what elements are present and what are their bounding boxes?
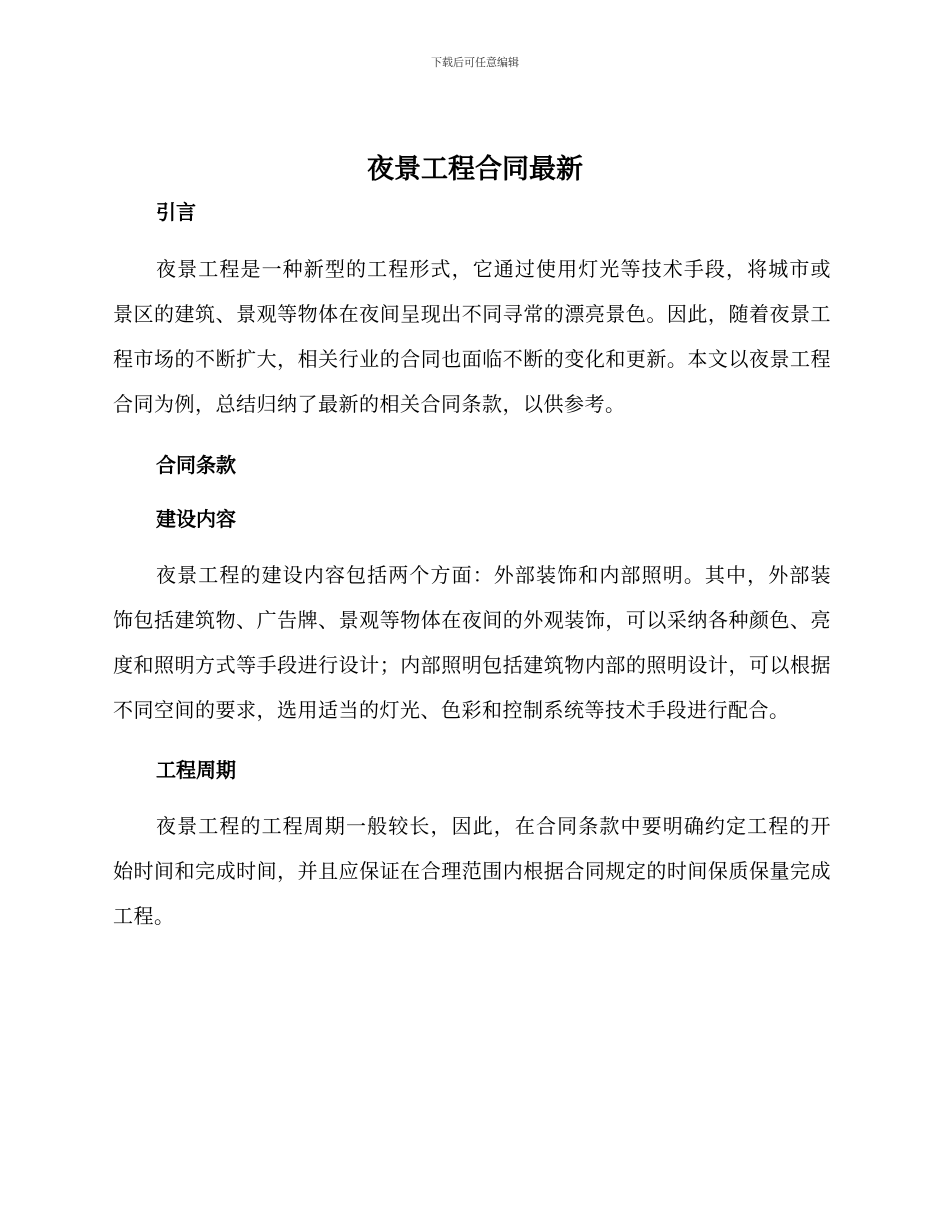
document-body [113,195,831,939]
paragraph-period: 夜景工程的工程周期一般较长，因此，在合同条款中要明确约定工程的开始时间和完成时间，并且应保证在合理范围内根据合同规定的时间保质保量完成工程。 [113,814,831,928]
section-heading-intro: 引言 [156,200,196,224]
section-heading-clauses: 合同条款 [156,453,236,477]
section-heading-construction: 建设内容 [156,507,236,531]
header-note: 下载后可任意编辑 [431,56,519,69]
paragraph-construction: 夜景工程的建设内容包括两个方面：外部装饰和内部照明。其中，外部装饰包括建筑物、广告牌、景观等物体在夜间的外观装饰，可以采纳各种颜色、亮度和照明方式等手段进行设计；内部照明包括建筑物内部的照明设计，可以根据不同空间的要求，选用适当的灯光、色彩和控制系统等技术手段进行配合。 [113,563,831,722]
document-title: 夜景工程合同最新 [367,154,583,185]
paragraph-intro: 夜景工程是一种新型的工程形式，它通过使用灯光等技术手段，将城市或景区的建筑、景观等物体在夜间呈现出不同寻常的漂亮景色。因此，随着夜景工程市场的不断扩大，相关行业的合同也面临不断的变化和更新。本文以夜景工程合同为例，总结归纳了最新的相关合同条款，以供参考。 [113,257,831,416]
section-heading-period: 工程周期 [156,758,236,782]
